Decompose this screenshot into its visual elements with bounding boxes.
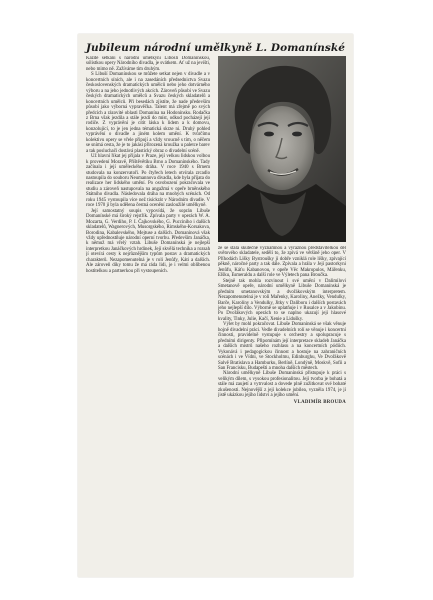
article-paragraph: Stejně tak mohla rozvinout i své umění v Dalimilovi Smetanově opeře, národní umělkyně Libuše Domanínská je předním smetanovským a dvořákovským interpretem. Nezapomenutelná je v roli Mařenky, Karoliny, Anežky, Vendulky, Barče, Karolíny a Vendulky, Jitky v Daliboru i dalších postavách jeho nejlepší dílo. Výborně se uplatňuje i v Rusalce a v Jakobínu. Po Dvořákových operách to se naplno ukazují její hlasové kvality, Tinky, Julie, Kačí, Xenie a Lidušky. (218, 278, 346, 322)
article-byline: VLADIMÍR BROUDA (293, 399, 346, 405)
portrait-photo (218, 56, 346, 242)
article-column-right (218, 246, 346, 574)
article-paragraph: Její samostatný soupis vypovídá, že soprán Libuše Domanínské má široký rejstřík. Zpívala party v operách W. A. Mozarta, G. Verdiho, P. I. Čajkovského, G. Pucciniho i dalších skladatelů, Wagnerových, Musorgského, Rimského-Korsakova, Borodina, Kabalevského, Mejtuse a dalších. Domanínová však vždy upřednostňuje národní operní tvorbu. Především Janáčka, k němuž má vřelý vztah. Libuše Domanínská je nejlepší interpretkou Janáčkových hrdinek, Její skvělá technika a rozsah jí otevírá cesty k nejrůznějším typům postav a dramatických charakterů. Nezapomenutelná je v roli Jenůfy, Káti a dalších. Ale zároveň díky tomu že má ráda lidi, je i velmi oblíbenou hostitelkou a partnerkou při vystoupeních. (86, 208, 210, 274)
article-paragraph: Každé setkání s národní umělkyní Liboslí Domanínskou, sólistkou opery Národního divadla, je svátkem. Ať už na jevišti, nebo mimo ně. Zažíváme tím druhým. (86, 56, 210, 72)
article-paragraph: Národní umělkyně Libuše Domanínská přistupuje k práci s velikým dílem, s vysokou profesionalitou. Její tvorba je bohatá a stále má zaujetí a vytrvalost a dovede plně zužitkovat své bohaté zkušenosti. Nejnovější z její kolekce jubilea, vyzněla 1974, je jí jistě ukázkou jejího lidství a jejího umění. (218, 371, 346, 399)
newspaper-clipping (78, 34, 353, 577)
article-paragraph: S Libuší Domanínskou se můžete setkat nejen v divadle a v koncertních síních, ale i na zasedáních předsednictva Svazu československých dramatických umělců nebo jeho dotvárného výboru a na jeho jednotlivých akcích. Zároveň působí ve Svazu českých dramatických umělců a Svazu českých skladatelů a koncertních umělců. Při besedách zjistíte, že nade především působí jako výborná vypravěčka. Talent má zřejmě po svých předcích a rázovité oblasti Domanína na Hodonínsku. Rodačka z Brna však jezdila a stále jezdí do míst, odkud pocházejí její rodiče. Z vyprávění je cítit láska k lidem a k domovu, konzolující, to je jen jedna tématická skrze ni. Druhý pohled vyprávění o divadle a jiném kolem umění. K tvůrčímu kolektivu opery se vřele připojí a vždy vroucně s tím, o něčem se snímá cesta, že je to jakási přirozená kroužka u paletce barev a tak posluchači dostává plastický obraz o divadelní scéně. (86, 72, 210, 154)
article-headline: Jubileum národní umělkyně L. Domanínské (85, 42, 346, 54)
article-column-left (86, 56, 210, 574)
article-paragraph: že se stala skutečně významnou a výraznou představitelkou děl světového skladatele, sedělí to, že zpívá ve většině jeho oper. V Příhodách Lišky Bystroušky jí dobře vzniklá role lišky, zpívající pěkně, náročné party a tak dále. Zpívala a hrála v Její pastorkyni Jenůfu, Káťu Kabanovou, v opeře Věc Makropulos, Mářenku, Elšku, Esmeraldu a další role ve Výletech pana Broučka. (218, 246, 346, 279)
article-paragraph: Už hlavní říkat jej přijala v Praze, její velkou lidskou volbou k provedení Moravě, Příštěvětíku Brno a Domanínského. Tady začínala i její uměleckého dráha. V roce 1940 s Brnem studovala na konzervatoři. Po čtyřech letech otvírala zrcadlo nastoupila do souboru Neumannova divadla, kde byla přijata do realizace her lidského umění. Po osvobození pokračovala ve studiu a zároveň nastupovala na angažmá v opeře brněnského Státního divadla. Následovala dráha na mnohých scénách. Od roku 1945 vystoupila více než tisíckrát v Národním divadle. V roce 1970 jí byla udělena čestná ocenění zasloužilé umělkyně. (86, 154, 210, 209)
article-paragraph: Výlet by mohl pokračovat. Libuše Domanínská se však věnuje hojně divadelní práci. Vedle divadelních rolí se věnuje i koncertní činnosti, pravidelně vystupuje s orchestry a spolupracuje s předními dirigenty. Připomínám její interpretace skladeb Janáčka a dalších mistrů našeho rozhlasu a na koncertních pódiích. Vykonává i pedagogickou činnost a hostuje na zahraničních scénách i ve Vídni, ve Stockholmu, Edinburghu, Ve Dvořákově Salvě Bratislava a Hamburku, Berlíně, Londýně, Moskvě, Sofii a San Francisku, Budapešti a mnoha dalších městech. (218, 322, 346, 371)
